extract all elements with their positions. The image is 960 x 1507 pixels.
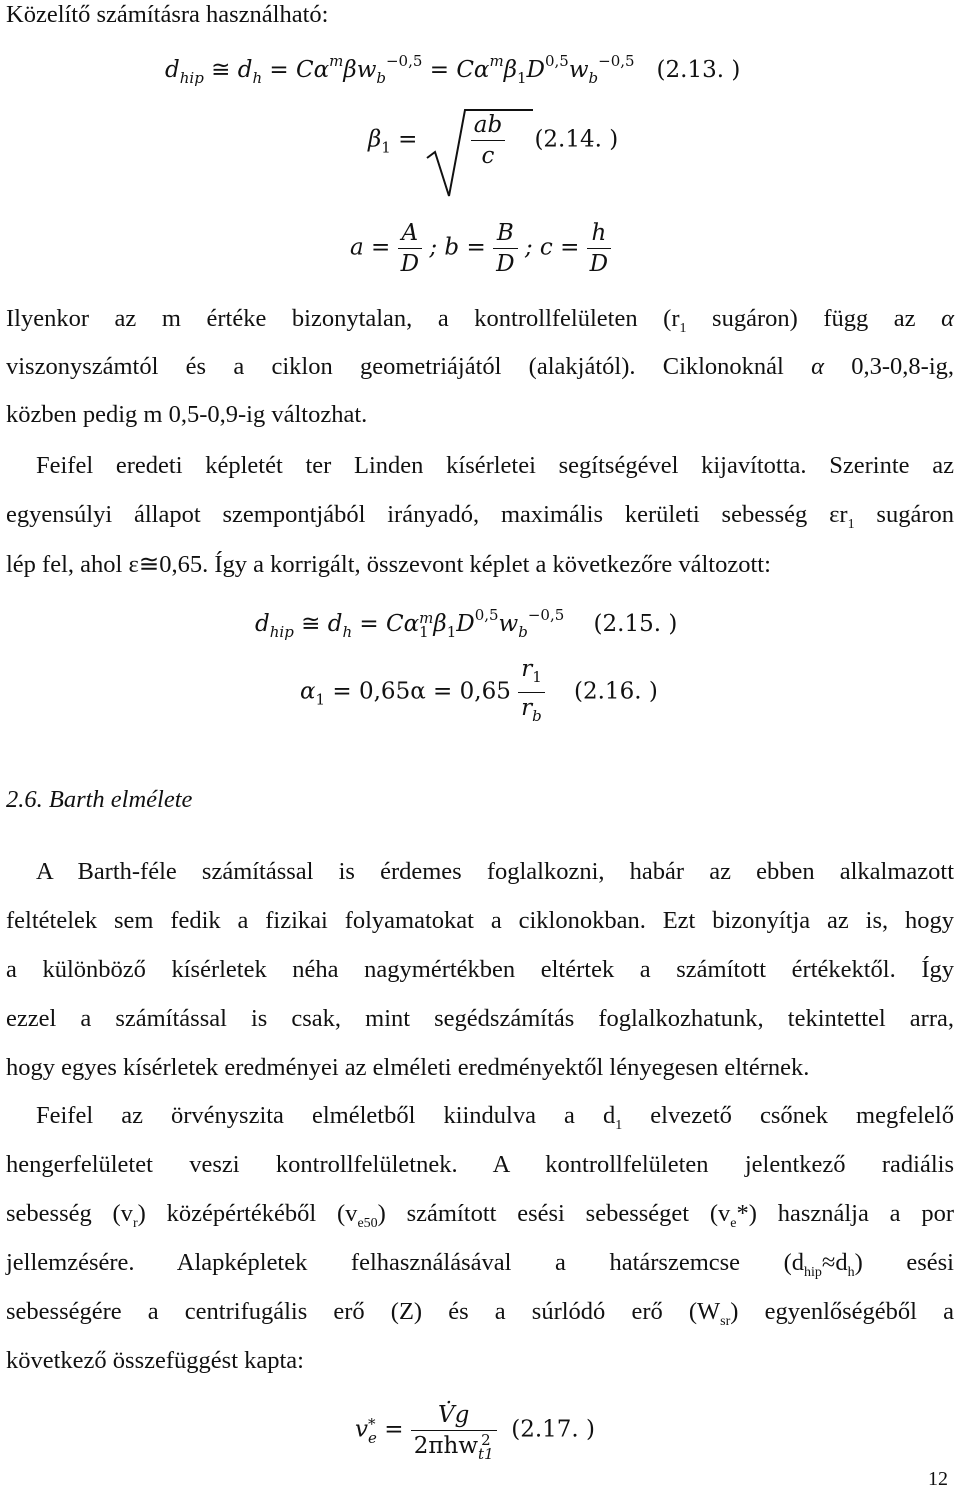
- paragraph-line: Ilyenkor az m értéke bizonytalan, a kontrollfelületen ($r_1$ sugáron) függ az α: [6, 305, 954, 336]
- equation-definitions: a = $\frac{A}{D}$ ; b = $\frac{B}{D}$ ; c = $\frac{h}{D}$: [350, 218, 611, 279]
- equation-2-15: $d_{hip}$ ≅ $d_h = C\alpha$ m 1 $\beta_1D^{0,5}w_b^{-0,5}$ (2.15. ): [255, 606, 678, 641]
- equation-2-14: $\beta_1$ = $\frac{ab}{c}$ (2.14. ): [368, 110, 618, 171]
- equation-2-16: $\alpha_1 = 0,65\alpha = 0,65$ $\frac{r_1}{r_b}$ (2.16. ): [300, 656, 658, 725]
- paragraph-line: egyensúlyi állapot szempontjából irányadó, maximális kerületi sebesség $\varepsilon r_1$ sugáron: [6, 501, 954, 532]
- paragraph-line: Feifel az örvényszita elméletből kiindulva a $d_1$ elvezető csőnek megfelelő: [36, 1102, 954, 1133]
- paragraph-line: a különböző kísérletek néha nagymértékben eltértek a számított értékektől. Így: [6, 956, 954, 983]
- paragraph-line: sebességére a centrifugális erő (Z) és a súrlódó erő $(W_{sr})$ egyenlőségéből a: [6, 1298, 954, 1329]
- sqrt-symbol: $\frac{ab}{c}$: [425, 110, 505, 171]
- paragraph-line: A Barth-féle számítással is érdemes foglalkozni, habár az ebben alkalmazott: [36, 858, 954, 885]
- paragraph-line: feltételek sem fedik a fizikai folyamatokat a ciklonokban. Ezt bizonyítja az is, hogy: [6, 907, 954, 934]
- paragraph-line: közben pedig m 0,5-0,9-ig változhat.: [6, 401, 368, 428]
- paragraph-line: következő összefüggést kapta:: [6, 1347, 304, 1374]
- section-heading: 2.6. Barth elmélete: [6, 786, 193, 813]
- paragraph-line: jellemzésére. Alapképletek felhasználásával a határszemcse $(d_{hip}\approx d_h)$ esési: [6, 1249, 954, 1280]
- paragraph-line: viszonyszámtól és a ciklon geometriájától (alakjától). Ciklonoknál α 0,3-0,8-ig,: [6, 353, 954, 380]
- paragraph-line: Feifel eredeti képletét ter Linden kísérletei segítségével kijavította. Szerinte az: [36, 452, 954, 479]
- paragraph-line: sebesség $(v_r)$ középértékéből $(v_{e50})$ számított esési sebességet $(v_e*)$ használja a por: [6, 1200, 954, 1231]
- intro-text: Közelítő számításra használható:: [6, 1, 329, 28]
- paragraph-line: hengerfelületet veszi kontrollfelületnek. A kontrollfelületen jelentkező radiális: [6, 1151, 954, 1178]
- equation-2-17: v * e = V̇g 2πhw 2 t1 (2.17. ): [355, 1402, 596, 1463]
- page-number: 12: [928, 1468, 948, 1490]
- paragraph-line: lép fel, ahol ε≅0,65. Így a korrigált, összevont képlet a következőre változott:: [6, 551, 771, 578]
- paragraph-line: ezzel a számítással is csak, mint segédszámítás foglalkozhatunk, tekintettel arra,: [6, 1005, 954, 1032]
- paragraph-line: hogy egyes kísérletek eredményei az elméleti eredményektől lényegesen eltérnek.: [6, 1054, 810, 1081]
- equation-2-13: $d_{hip}$ ≅ $d_h = C\alpha^m\beta w_b^{-0,5} = C\alpha^m\beta_1D^{0,5}w_b^{-0,5}$ (2.13. ): [165, 52, 741, 87]
